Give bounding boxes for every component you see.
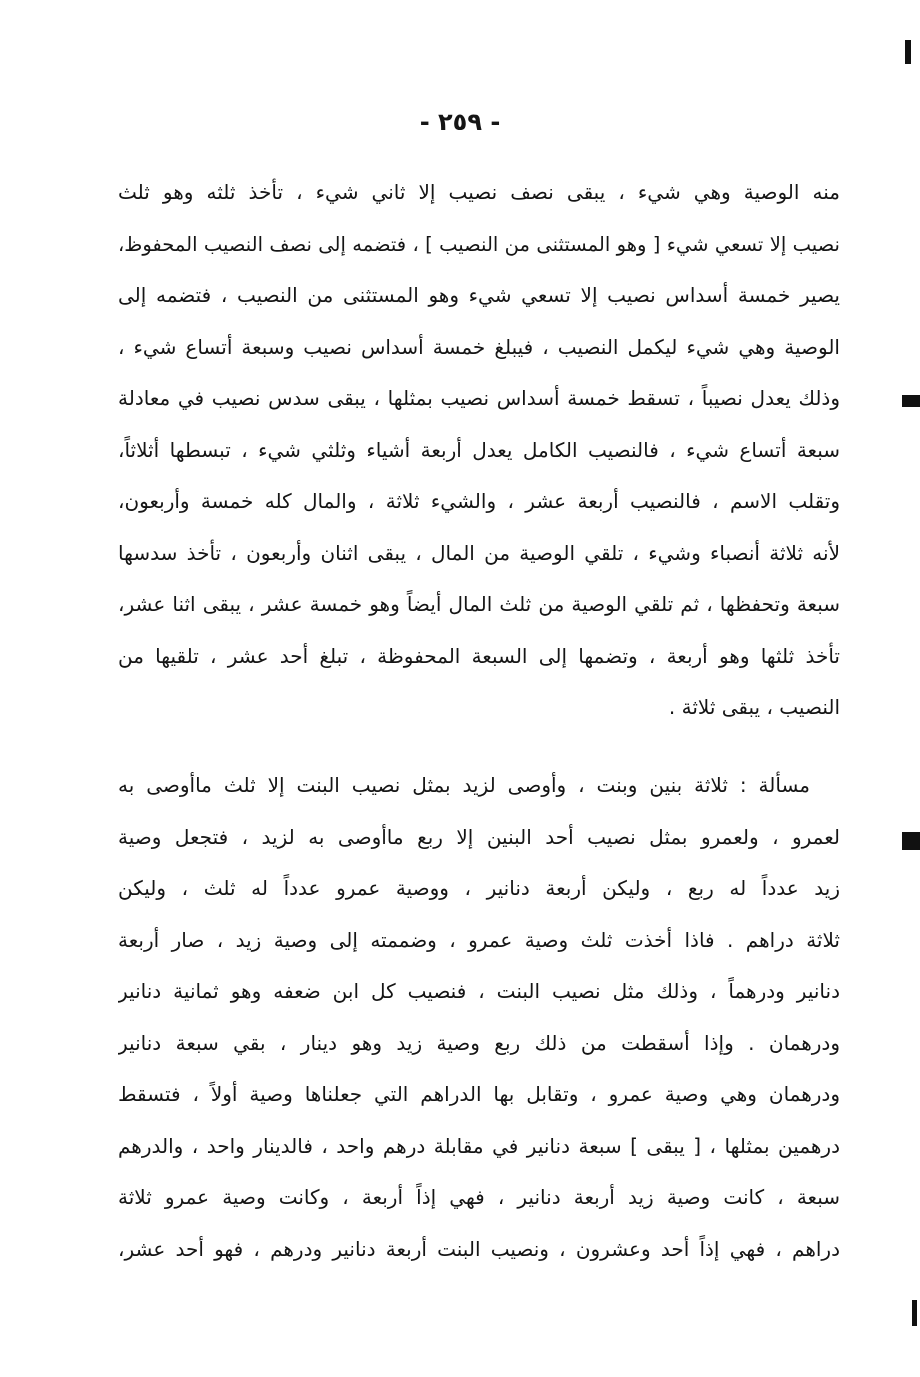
text-line: ودرهمان . وإذا أسقطت من ذلك ربع وصية زيد وهو دينار ، بقي سبعة دنانير — [118, 1030, 840, 1055]
text-line: منه الوصية وهي شيء ، يبقى نصف نصيب إلا ثاني شيء ، تأخذ ثلثه وهو ثلث — [118, 180, 840, 204]
text-line: سبعة ، كانت وصية زيد أربعة دنانير ، فهي إذاً أربعة ، وكانت وصية عمرو ثلاثة — [118, 1185, 840, 1209]
paragraph-1 — [118, 167, 840, 734]
text-line: دنانير ودرهماً ، وذلك مثل نصيب البنت ، فنصيب كل ابن ضعفه وهو ثمانية دنانير — [118, 979, 840, 1003]
text-line: سبعة وتحفظها ، ثم تلقي الوصية من ثلث المال أيضاً وهو خمسة عشر ، يبقى اثنا عشر، — [118, 592, 840, 616]
text-line: سبعة أتساع شيء ، فالنصيب الكامل يعدل أربعة أشياء وثلثي شيء ، تبسطها أثلاثاً، — [118, 437, 840, 462]
text-line: مسألة : ثلاثة بنين وبنت ، وأوصى لزيد بمثل نصيب البنت إلا ثلث ماأوصى به — [118, 773, 810, 797]
text-line: تأخذ ثلثها وهو أربعة ، وتضمها إلى السبعة المحفوظة ، تبلغ أحد عشر ، تلقيها من — [118, 643, 840, 668]
text-line: النصيب ، يبقى ثلاثة . — [668, 695, 840, 719]
text-line: الوصية وهي شيء ليكمل النصيب ، فيبلغ خمسة أسداس نصيب وسبعة أتساع شيء ، — [118, 334, 840, 359]
scan-edge-mark — [902, 395, 920, 407]
text-line: درهمين بمثلها ، [ يبقى ] سبعة دنانير في مقابلة درهم واحد ، فالدينار واحد ، والدرهم — [118, 1133, 840, 1158]
text-line: نصيب إلا تسعي شيء [ وهو المستثنى من النصيب ] ، فتضمه إلى نصف النصيب المحفوظ، — [118, 232, 840, 256]
page-number: - ٢٥٩ - — [419, 108, 501, 136]
text-line: زيد عدداً له ربع ، وليكن أربعة دنانير ، ووصية عمرو عدداً له ثلث ، وليكن — [118, 876, 840, 900]
text-line: وتقلب الاسم ، فالنصيب أربعة عشر ، والشيء ثلاثة ، والمال كله خمسة وأربعون، — [118, 489, 840, 513]
text-line: ودرهمان وهي وصية عمرو ، وتقابل بها الدراهم التي جعلناها وصية أولاً ، فتسقط — [118, 1082, 840, 1106]
text-line: دراهم ، فهي إذاً أحد وعشرون ، ونصيب البنت أربعة دنانير ودرهم ، فهو أحد عشر، — [118, 1236, 840, 1261]
text-line: لعمرو ، ولعمرو بمثل نصيب أحد البنين إلا ربع ماأوصى به لزيد ، فتجعل وصية — [118, 824, 840, 849]
text-line: وذلك يعدل نصيباً ، تسقط خمسة أسداس نصيب بمثلها ، يبقى سدس نصيب في معادلة — [118, 386, 840, 410]
text-line: يصير خمسة أسداس نصيب إلا تسعي شيء وهو المستثنى من النصيب ، فتضمه إلى — [118, 283, 840, 307]
text-line: لأنه ثلاثة أنصباء وشيء ، تلقي الوصية من المال ، يبقى اثنان وأربعون ، تأخذ سدسها — [118, 540, 840, 565]
scan-edge-mark — [905, 40, 911, 64]
paragraph-2 — [118, 760, 840, 1275]
text-line: ثلاثة دراهم . فاذا أخذت ثلث وصية عمرو ، وضممته إلى وصية زيد ، صار أربعة — [118, 927, 840, 952]
scan-edge-mark — [912, 1300, 917, 1326]
scan-edge-mark — [902, 832, 920, 850]
